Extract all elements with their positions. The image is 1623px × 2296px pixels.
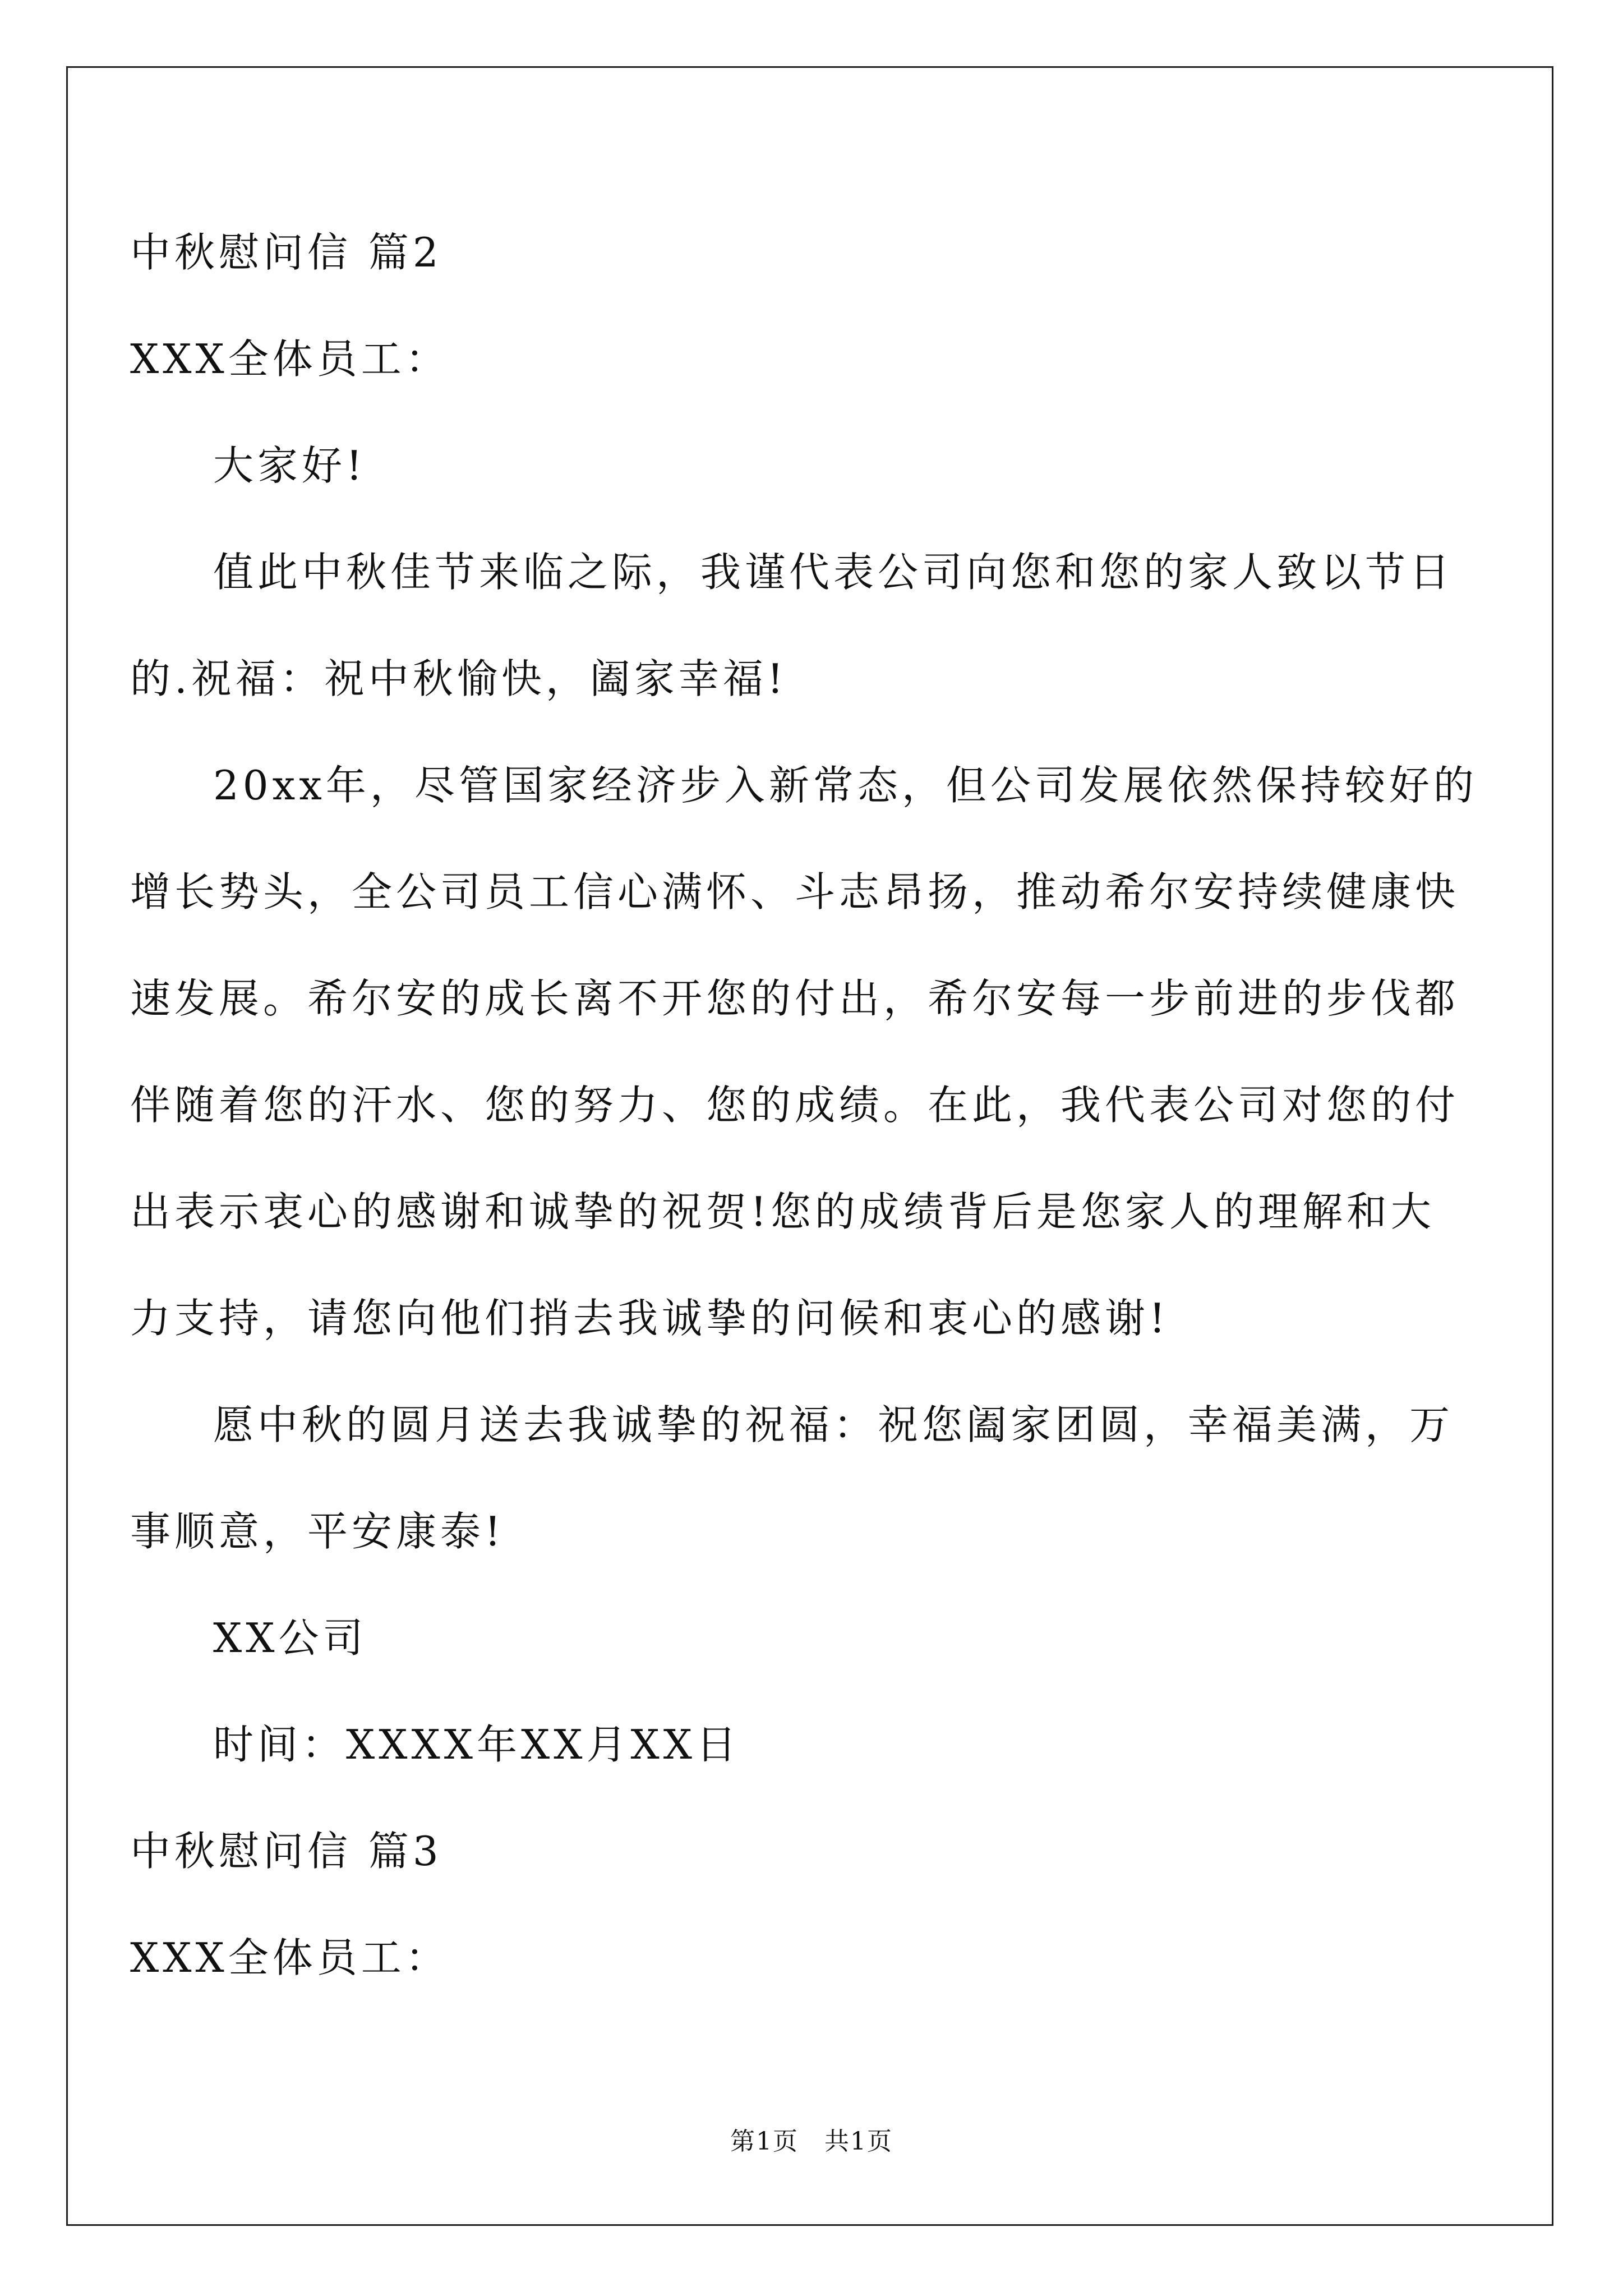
paragraph-line: 值此中秋佳节来临之际，我谨代表公司向您和您的家人致以节日 — [213, 549, 1454, 596]
section-title-2: 中秋慰问信 篇2 — [130, 229, 442, 276]
page-border — [66, 66, 1553, 2226]
paragraph-line: 20xx年，尽管国家经济步入新常态，但公司发展依然保持较好的 — [213, 762, 1478, 809]
greeting: 大家好! — [213, 442, 366, 489]
paragraph-line: 增长势头，全公司员工信心满怀、斗志昂扬，推动希尔安持续健康快 — [130, 868, 1460, 915]
page-footer: 第1页 共1页 — [730, 2127, 893, 2156]
paragraph-line: 的.祝福：祝中秋愉快，阖家幸福! — [130, 655, 787, 702]
signature-date: 时间：XXXX年XX月XX日 — [213, 1721, 741, 1768]
salutation: XXX全体员工： — [130, 1934, 450, 1981]
paragraph-line: 力支持，请您向他们捎去我诚挚的问候和衷心的感谢! — [130, 1295, 1169, 1342]
paragraph-line: 愿中秋的圆月送去我诚挚的祝福：祝您阖家团圆，幸福美满，万 — [213, 1401, 1454, 1448]
paragraph-line: 伴随着您的汗水、您的努力、您的成绩。在此，我代表公司对您的付 — [130, 1082, 1460, 1129]
section-title-3: 中秋慰问信 篇3 — [130, 1828, 442, 1875]
salutation: XXX全体员工： — [130, 335, 450, 383]
paragraph-line: 事顺意，平安康泰! — [130, 1508, 505, 1555]
signature-company: XX公司 — [213, 1614, 367, 1662]
paragraph-line: 速发展。希尔安的成长离不开您的付出，希尔安每一步前进的步伐都 — [130, 975, 1460, 1022]
paragraph-line: 出表示衷心的感谢和诚挚的祝贺!您的成绩背后是您家人的理解和大 — [130, 1188, 1435, 1235]
